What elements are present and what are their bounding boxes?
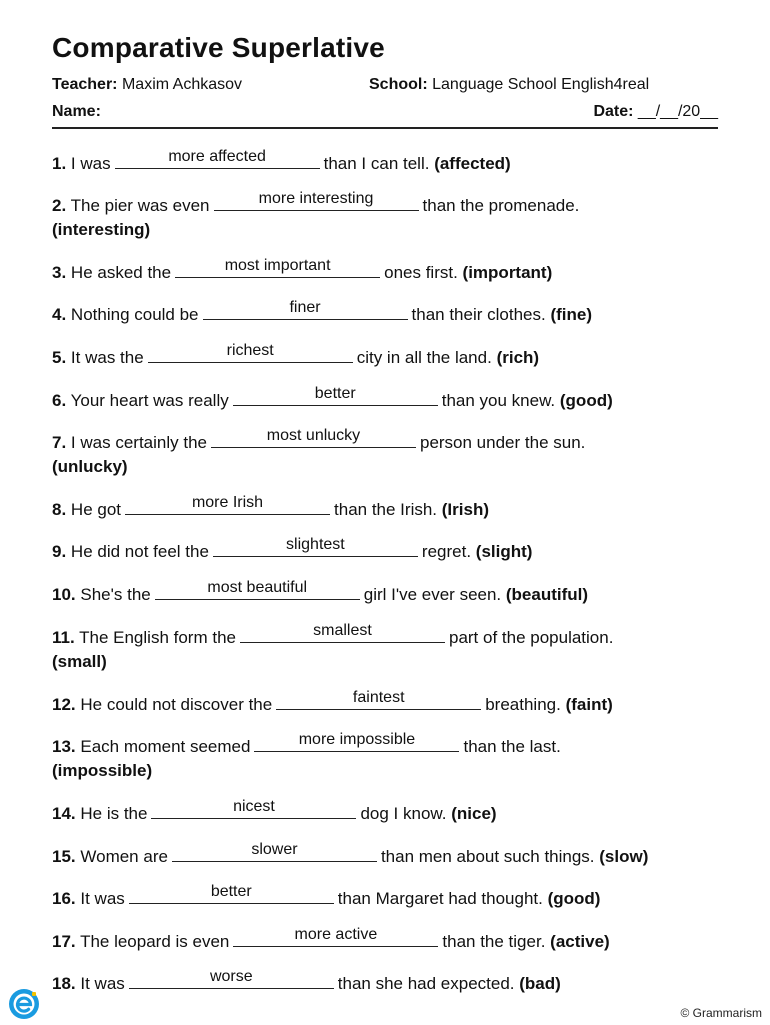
question-text-after: than she had expected.	[337, 974, 515, 993]
question-text-before: The pier was even	[70, 196, 210, 215]
answer-blank[interactable]	[213, 538, 418, 557]
date-label: Date:	[593, 103, 634, 120]
question-item	[52, 387, 732, 413]
question-number: 13.	[52, 737, 76, 756]
question-hint: (faint)	[565, 695, 613, 714]
question-hint: (fine)	[550, 305, 592, 324]
answer-text: better	[210, 883, 252, 900]
question-item	[52, 496, 732, 522]
name-label: Name:	[52, 103, 101, 120]
question-number: 11.	[52, 628, 75, 647]
date-line	[593, 103, 718, 121]
question-text-after: person under the sun.	[419, 433, 586, 452]
name-line	[52, 103, 101, 121]
question-item	[52, 429, 732, 479]
question-text-before: It was	[80, 974, 125, 993]
answer-blank[interactable]	[129, 885, 334, 904]
question-text-after: girl I've ever seen.	[363, 585, 502, 604]
question-text-after: regret.	[421, 542, 472, 561]
page-title: Comparative Superlative	[52, 32, 385, 63]
answer-text: faintest	[352, 689, 405, 706]
question-item	[52, 624, 732, 674]
question-hint: (small)	[52, 652, 107, 671]
answer-blank[interactable]	[233, 387, 438, 406]
answer-blank[interactable]	[125, 496, 330, 515]
question-text-before: He is the	[80, 804, 148, 823]
question-text-after: than their clothes.	[411, 305, 546, 324]
answer-blank[interactable]	[175, 259, 380, 278]
question-hint: (rich)	[496, 348, 540, 367]
question-text-after: than you knew.	[441, 391, 556, 410]
answer-text: worse	[209, 968, 253, 985]
question-text-before: Nothing could be	[70, 305, 199, 324]
question-item	[52, 192, 732, 242]
question-text-before: I was certainly the	[70, 433, 207, 452]
teacher-label: Teacher:	[52, 76, 118, 93]
answer-text: most important	[224, 257, 331, 274]
question-hint: (good)	[559, 391, 613, 410]
answer-blank[interactable]	[203, 301, 408, 320]
question-item	[52, 344, 732, 370]
question-item	[52, 691, 732, 717]
question-number: 1.	[52, 154, 67, 173]
question-number: 16.	[52, 889, 76, 908]
question-text-after: than the last.	[463, 737, 561, 756]
answer-blank[interactable]	[211, 429, 416, 448]
question-text-before: I was	[70, 154, 111, 173]
question-number: 4.	[52, 305, 67, 324]
answer-text: more interesting	[258, 190, 374, 207]
answer-text: smallest	[313, 622, 372, 639]
question-text-before: Each moment seemed	[80, 737, 251, 756]
school-name: Language School English4real	[432, 76, 650, 93]
answer-blank[interactable]	[155, 581, 360, 600]
answer-blank[interactable]	[276, 691, 481, 710]
question-text-before: She's the	[80, 585, 151, 604]
question-number: 8.	[52, 500, 67, 519]
question-text-before: Women are	[80, 847, 168, 866]
question-text-after: part of the population.	[448, 628, 614, 647]
question-item	[52, 843, 732, 869]
question-hint: (interesting)	[52, 220, 151, 239]
question-hint: (nice)	[451, 804, 497, 823]
question-number: 15.	[52, 847, 76, 866]
question-hint: (Irish)	[441, 500, 489, 519]
question-text-after: city in all the land.	[356, 348, 492, 367]
question-hint: (beautiful)	[505, 585, 589, 604]
answer-text: most beautiful	[207, 579, 308, 596]
question-number: 2.	[52, 196, 67, 215]
answer-text: slower	[251, 841, 298, 858]
question-text-before: He got	[70, 500, 122, 519]
answer-text: more impossible	[298, 731, 416, 748]
header-divider	[52, 127, 718, 129]
question-hint: (slight)	[475, 542, 533, 561]
answer-text: better	[314, 385, 356, 402]
answer-blank[interactable]	[172, 843, 377, 862]
answer-blank[interactable]	[240, 624, 445, 643]
question-item	[52, 150, 732, 176]
question-item	[52, 928, 732, 954]
answer-text: slightest	[286, 536, 345, 553]
question-text-before: The leopard is even	[80, 932, 230, 951]
teacher-line	[52, 76, 242, 94]
question-text-before: He asked the	[70, 263, 172, 282]
answer-blank[interactable]	[254, 733, 459, 752]
question-text-after: than I can tell.	[323, 154, 430, 173]
question-text-after: than men about such things.	[380, 847, 595, 866]
answer-blank[interactable]	[129, 970, 334, 989]
answer-blank[interactable]	[151, 800, 356, 819]
question-hint: (important)	[462, 263, 553, 282]
question-text-before: He did not feel the	[70, 542, 209, 561]
question-text-before: He could not discover the	[80, 695, 273, 714]
question-item	[52, 538, 732, 564]
question-number: 18.	[52, 974, 76, 993]
question-item	[52, 970, 732, 996]
question-text-before: Your heart was really	[70, 391, 229, 410]
question-number: 7.	[52, 433, 67, 452]
question-hint: (impossible)	[52, 761, 153, 780]
question-item	[52, 885, 732, 911]
question-item	[52, 800, 732, 826]
question-text-before: The English form the	[79, 628, 236, 647]
answer-blank[interactable]	[214, 192, 419, 211]
school-label: School:	[369, 76, 428, 93]
question-text-after: ones first.	[384, 263, 458, 282]
answer-text: finer	[289, 299, 321, 316]
question-hint: (bad)	[519, 974, 561, 993]
answer-text: more affected	[168, 148, 266, 165]
question-text-after: than the Irish.	[334, 500, 438, 519]
e-logo-icon[interactable]	[8, 988, 40, 1020]
question-number: 5.	[52, 348, 67, 367]
question-number: 10.	[52, 585, 76, 604]
question-item	[52, 581, 732, 607]
question-item	[52, 301, 732, 327]
question-hint: (slow)	[599, 847, 649, 866]
question-text-before: It was	[80, 889, 125, 908]
answer-blank[interactable]	[115, 150, 320, 169]
school-line	[369, 76, 649, 94]
question-text-before: It was the	[70, 348, 144, 367]
question-item	[52, 733, 732, 783]
question-number: 14.	[52, 804, 76, 823]
answer-blank[interactable]	[233, 928, 438, 947]
answer-blank[interactable]	[148, 344, 353, 363]
question-item	[52, 259, 732, 285]
answer-text: most unlucky	[266, 427, 361, 444]
copyright-text: © Grammarism	[680, 1006, 762, 1020]
question-number: 9.	[52, 542, 67, 561]
question-number: 6.	[52, 391, 67, 410]
question-number: 3.	[52, 263, 67, 282]
answer-text: more Irish	[191, 494, 264, 511]
question-number: 17.	[52, 932, 76, 951]
question-hint: (good)	[547, 889, 601, 908]
question-text-after: than Margaret had thought.	[337, 889, 543, 908]
question-text-after: than the tiger.	[442, 932, 546, 951]
question-text-after: breathing.	[485, 695, 561, 714]
question-text-after: dog I know.	[360, 804, 447, 823]
answer-text: richest	[226, 342, 274, 359]
question-hint: (unlucky)	[52, 457, 128, 476]
date-value: __/__/20__	[637, 103, 718, 120]
answer-text: nicest	[233, 798, 275, 815]
question-text-after: than the promenade.	[422, 196, 580, 215]
teacher-name: Maxim Achkasov	[121, 76, 243, 93]
question-hint: (active)	[550, 932, 610, 951]
question-hint: (affected)	[434, 154, 511, 173]
question-number: 12.	[52, 695, 76, 714]
answer-text: more active	[294, 926, 378, 943]
